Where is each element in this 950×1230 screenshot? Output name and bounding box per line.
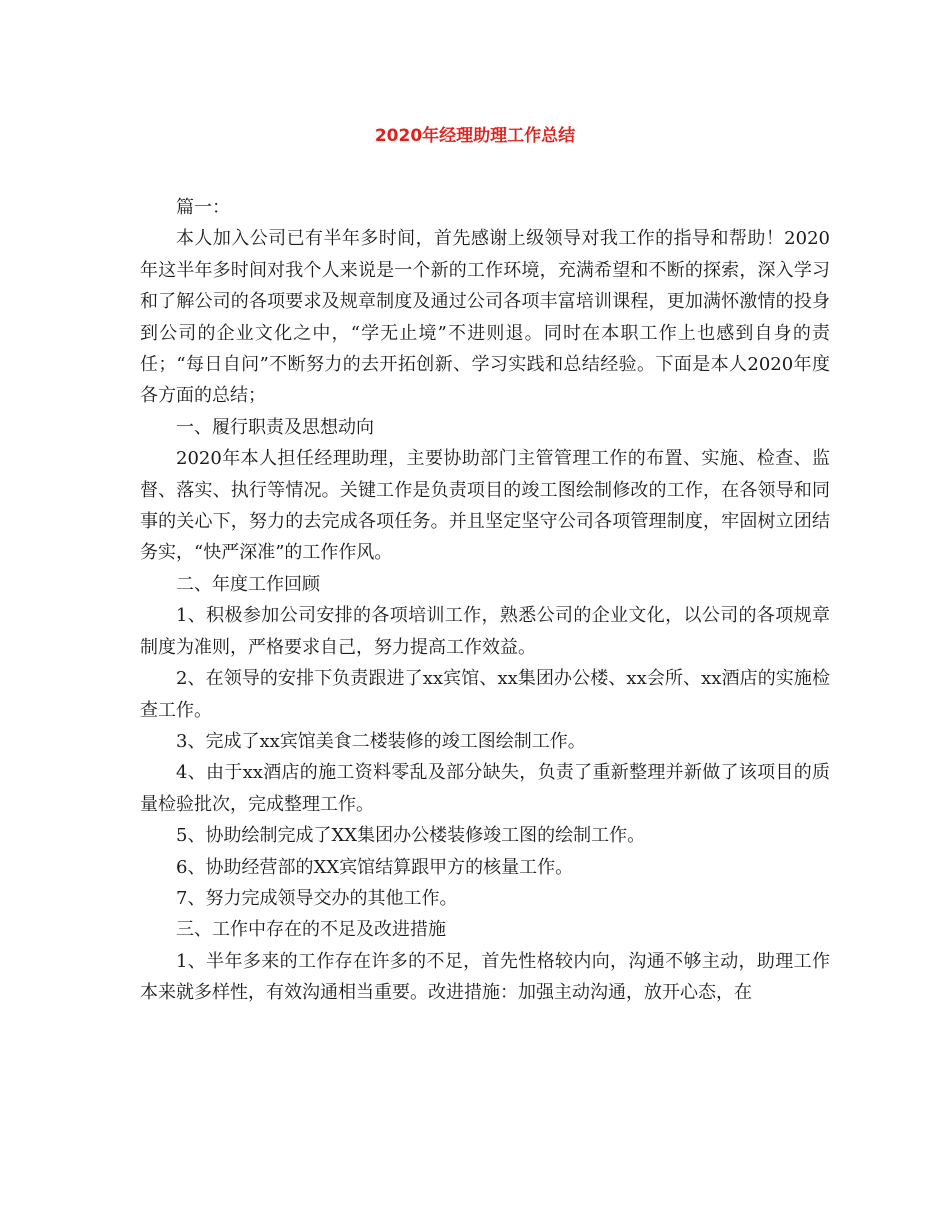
paragraph-section-label: 篇一： <box>176 197 230 218</box>
paragraph-intro: 本人加入公司已有半年多时间，首先感谢上级领导对我工作的指导和帮助！2020年这半年多时间对我个人来说是一个新的工作环境，充满希望和不断的探索，深入学习和了解公司的各项要求及规章制度及通过公司各项丰富培训课程，更加满怀激情的投身到公司的企业文化之中，“学无止境”不进则退。同时在本职工作上也感到自身的责任；“每日自问”不断努力的去开拓创新、学习实践和总结经验。下面是本人2020年度各方面的总结； <box>140 228 830 407</box>
list-item-review-6: 6、协助经营部的XX宾馆结算跟甲方的核量工作。 <box>176 856 574 878</box>
list-item-shortcoming-1: 1、半年多来的工作存在许多的不足，首先性格较内向，沟通不够主动，助理工作本来就多样性，有效沟通相当重要。改进措施：加强主动沟通，放开心态，在 <box>140 950 830 1004</box>
document-body <box>140 192 830 1009</box>
list-item-review-3: 3、完成了xx宾馆美食二楼装修的竣工图绘制工作。 <box>176 730 586 752</box>
list-item-review-1: 1、积极参加公司安排的各项培训工作，熟悉公司的企业文化，以公司的各项规章制度为准则，严格要求自己，努力提高工作效益。 <box>140 605 830 658</box>
paragraph-duties: 2020年本人担任经理助理，主要协助部门主管管理工作的布置、实施、检查、监督、落实、执行等情况。关键工作是负责项目的竣工图绘制修改的工作，在各领导和同事的关心下，努力的去完成各项任务。并且坚定坚守公司各项管理制度，牢固树立团结务实，“快严深准”的工作作风。 <box>140 448 830 564</box>
list-item-review-4: 4、由于xx酒店的施工资料零乱及部分缺失，负责了重新整理并新做了该项目的质量检验批次，完成整理工作。 <box>140 762 830 815</box>
list-item-review-2: 2、在领导的安排下负责跟进了xx宾馆、xx集团办公楼、xx会所、xx酒店的实施检查工作。 <box>140 668 830 721</box>
list-item-review-5: 5、协助绘制完成了XX集团办公楼装修竣工图的绘制工作。 <box>176 825 646 847</box>
heading-annual-review: 二、年度工作回顾 <box>176 573 320 595</box>
list-item-review-7: 7、努力完成领导交办的其他工作。 <box>176 887 458 909</box>
document-title: 2020年经理助理工作总结 <box>374 126 576 146</box>
heading-shortcomings: 三、工作中存在的不足及改进措施 <box>176 919 446 941</box>
heading-duties: 一、履行职责及思想动向 <box>176 416 374 438</box>
